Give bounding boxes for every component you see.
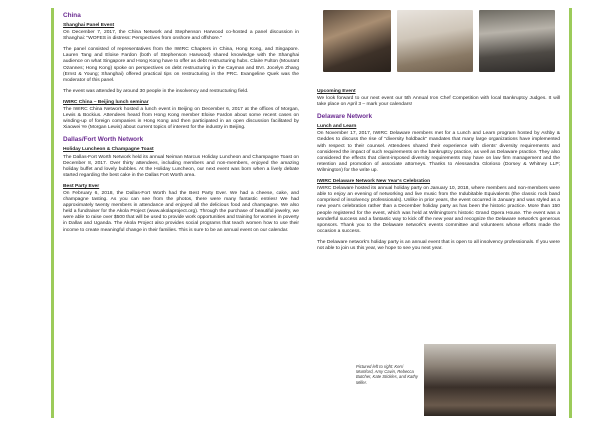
left-border-rule [51, 8, 54, 418]
lunch-learn-title: Lunch and Learn [317, 124, 357, 130]
delaware-heading: Delaware Network [317, 113, 373, 121]
upcoming-event-title: Upcoming Event [317, 89, 356, 94]
event-photo-3 [479, 10, 555, 72]
best-party-paragraph: On February 6, 2018, the Dallas-Fort Worth had the Best Party Ever. We had a cheese, cake, and champagne tasting. As you can see from the photos, there were many fantastic entries! We had approximately twenty members in attendance and enjoyed all the delicious food and champagne. We also held a fundraiser for the Akola Project (www.akolaproject.org). Through the purchase of beautiful jewelry, we were able to raise over $500 that will be used to provide work opportunities and training for women in poverty in Dallas and Uganda. The Akola Project also provides social programs that teach women how to use their income to create meaningful change in their families. This is sure to be an annual event on our calendar. [63, 190, 299, 233]
lunch-learn-paragraph: On November 17, 2017, IWIRC Delaware members met for a Lunch and Learn program hosted by Ashby & Geddes to discuss the rise of "diversity holdback" mandates that many large organizations have implemented with respect to their counsel. Attendees shared their experience with clients' diversity requirements and considered the impact of such requirements on the bankruptcy practice, as well as Delaware practice. They also considered the effects that client-imposed diversity requirements may have on law firm management and the retention and promotion of associate attorneys. Thanks to Alessandra Glorioso (Dorsey & Whitney LLP; Wilmington) for the write up. [317, 131, 560, 173]
dfw-heading: Dallas/Fort Worth Network [63, 136, 144, 144]
new-year-paragraph-1: IWIRC Delaware hosted its annual holiday party on January 10, 2018, where members and non-members were able to enjoy an evening of networking and live music from the Indubitable Equivalents (the classic rock band comprised of insolvency professionals). Unlike in prior years, the event occurred in January and was styled as a new year's celebration rather than a December holiday party as has been the historic practice. More than 150 people registered for the event, which was held at Wilmington's historic Grand Opera House. The event was a wonderful success and a fantastic way to kick off the new year and recognize the Delaware network's generous sponsors. Thank you to the Delaware network's events committee and volunteers whose efforts made the occasion a success. [317, 186, 560, 234]
shanghai-paragraph-1: On December 7, 2017, the China Network and Stephenson Harwood co-hosted a panel discussion in Shanghai: "WOFES in distress: Perspectives from onshore and offshore." [63, 30, 299, 42]
beijing-paragraph: The IWIRC China Network hosted a lunch event in Beijing on December 6, 2017 at the offices of Morgan, Lewis & Bockius. Attendees heard from Hong Kong member Eloise Fardon about some recent cases on winding-up of foreign companies in Hong Kong and then participated in an open discussion facilitated by Xiaowei Ye (Morgan Lewis) about current topics of interest for the industry in Beijing. [63, 107, 299, 131]
new-year-title: IWIRC Delaware Network New Year's Celebration [317, 179, 431, 185]
right-column [317, 86, 560, 257]
right-border-rule [569, 8, 572, 418]
event-photo-strip [323, 10, 555, 72]
holiday-luncheon-paragraph: The Dallas-Fort Worth Network held its annual Neiman Marcus Holiday Luncheon and Champagne Toast on December 8, 2017. Over thirty attendees, including members and non-members, enjoyed the amazing holiday buffet and lovely bubbles. At the Holiday Luncheon, our next event was born when a lively debate started regarding the best cake in the Dallas Fort Worth area. [63, 154, 299, 178]
left-column [63, 12, 299, 239]
shanghai-paragraph-3: The event was attended by around 30 people in the insolvency and restructuring field. [63, 88, 249, 94]
event-photo-2 [397, 10, 473, 72]
best-party-title: Best Party Ever [63, 183, 100, 189]
photo-caption: Pictured left to right: Kerri Mumford, Amy Cavin, Rebecca Butcher, Kate Stickles, and Kathy Miller. [356, 364, 418, 385]
new-year-paragraph-2: The Delaware network's holiday party is an annual event that is open to all insolvency professionals. If you were not able to join us this year, we hope to see you next year. [317, 239, 560, 251]
upcoming-event-paragraph: We look forward to our next event our 5th Annual Iron Chef Competition with local Bankruptcy Judges. It will take place on April 3 – mark your calendars! [317, 96, 560, 108]
shanghai-title: Shanghai Panel Event [63, 23, 115, 28]
beijing-title: IWIRC China – Beijing lunch seminar [63, 99, 149, 105]
shanghai-paragraph-2: The panel consisted of representatives from the IWIRC Chapters in China, Hong Kong, and Singapore. Lauren Tang and Eloise Fardon (both of Stephenson Harwood) shared knowledge with the Shanghai audience on what Singapore and Hong Kong have to offer as debt restructuring hubs. Claire Fulton (Mourant Ozannes; Hong Kong) spoke on perspectives on debt restructuring in the Cayman and BVI. Jocelyn Zhang (Ernst & Young; Shanghai) offered practical tips on restructuring in the PRC. Evangeline Quek was the moderator of this panel. [63, 47, 299, 83]
holiday-luncheon-title: Holiday Luncheon & Champagne Toast [63, 147, 154, 153]
event-photo-1 [323, 10, 391, 72]
group-photo [424, 344, 556, 416]
china-heading: China [63, 12, 81, 19]
